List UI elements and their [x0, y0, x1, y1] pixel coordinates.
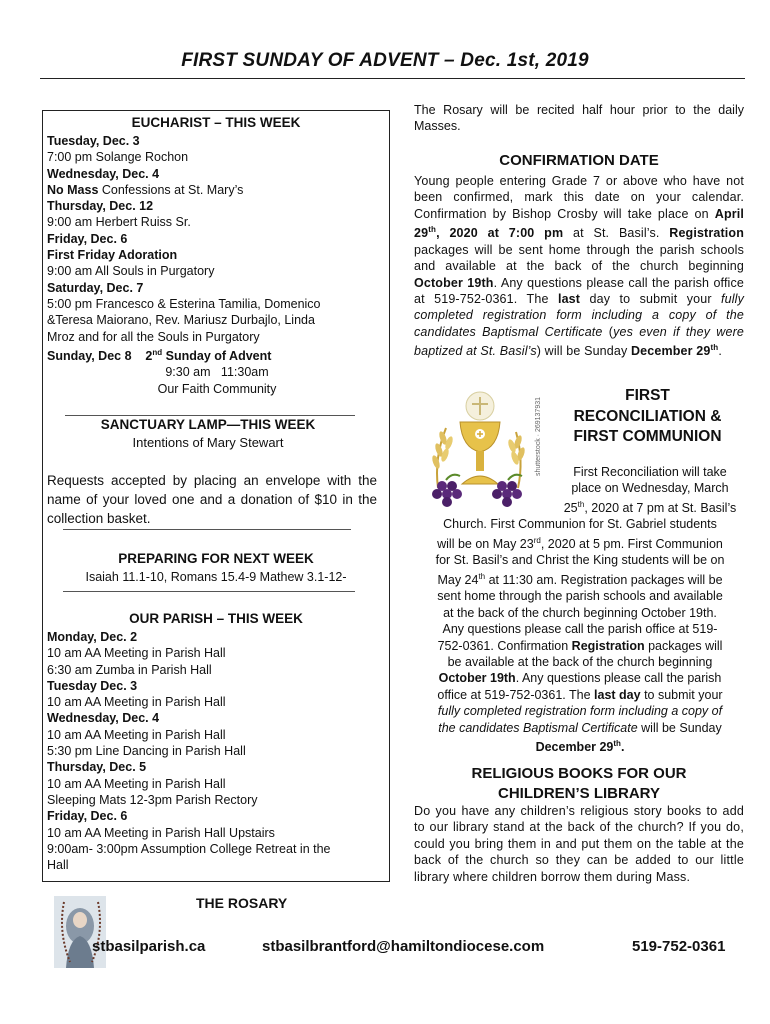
schedule-line: 7:00 pm Solange Rochon — [47, 150, 189, 165]
schedule-line: Saturday, Dec. 7 — [47, 280, 144, 295]
communion-body: First Reconciliation will take place on Wednesday, March 25th, 2020 at 7 pm at St. Basil’s Church. First Communion for St. Gabriel students will be on May 23rd, 2020 at 5 pm. First Communion for St. Basil’s and Christ the King students will be on May 24th at 11:30 am. Registration packages will be sent home through the parish schools and available at the back of the church beginning October 19th. Any questions please call the parish office at 519- 752-0361. Confirmation Registration packages will be available at the back of the church beginning October 19th. Any questions please call the parish office at 519-752-0361. The last day to submit your fully completed registration form including a copy of the candidates Baptismal Certificate will be Sunday December 29th. — [435, 465, 737, 755]
schedule-line: Thursday, Dec. 12 — [47, 199, 154, 214]
schedule-line: 9:00 am Herbert Ruiss Sr. — [47, 215, 191, 230]
sanctuary-heading: SANCTUARY LAMP—THIS WEEK — [100, 417, 316, 432]
schedule-line: Hall — [47, 858, 69, 873]
preparing-readings: Isaiah 11.1-10, Romans 15.4-9 Mathew 3.1-12- — [85, 570, 347, 584]
host-icon — [466, 392, 494, 420]
schedule-line: 10 am AA Meeting in Parish Hall — [47, 695, 226, 710]
sanctuary-intentions: Intentions of Mary Stewart — [132, 435, 284, 450]
page-title: FIRST SUNDAY OF ADVENT – Dec. 1st, 2019 — [181, 50, 589, 71]
title-rule — [40, 78, 745, 79]
divider — [63, 591, 355, 592]
schedule-line: 10 am AA Meeting in Parish Hall — [47, 646, 226, 661]
communion-heading — [550, 386, 745, 448]
schedule-line: 6:30 am Zumba in Parish Hall — [47, 662, 212, 677]
communion-heading-line: FIRST — [625, 387, 670, 404]
confirmation-heading: CONFIRMATION DATE — [499, 152, 659, 169]
schedule-line: Wednesday, Dec. 4 — [47, 166, 160, 181]
schedule-line: No Mass Confessions at St. Mary’s — [47, 182, 244, 197]
parish-heading: OUR PARISH – THIS WEEK — [129, 611, 303, 626]
footer-email[interactable]: stbasilbrantford@hamiltondiocese.com — [262, 938, 545, 955]
communion-heading-line: RECONCILIATION & — [573, 407, 722, 425]
schedule-line: First Friday Adoration — [47, 248, 178, 263]
books-heading-line: RELIGIOUS BOOKS FOR OUR — [471, 765, 687, 782]
schedule-line: Tuesday, Dec. 3 — [47, 134, 140, 148]
left-column-box — [42, 110, 390, 882]
rosary-label: THE ROSARY — [196, 895, 288, 911]
schedule-line: 10 am AA Meeting in Parish Hall Upstairs — [47, 825, 275, 840]
schedule-line: 9:30 am 11:30am — [165, 365, 269, 380]
eucharist-list — [47, 133, 387, 397]
schedule-line: &Teresa Maiorano, Rev. Mariusz Durbajlo, Linda — [47, 313, 315, 328]
schedule-line: Mroz and for all the Souls in Purgatory — [47, 329, 260, 344]
schedule-line: 5:30 pm Line Dancing in Parish Hall — [47, 744, 246, 759]
schedule-line: 10 am AA Meeting in Parish Hall — [47, 727, 226, 742]
parish-list — [47, 629, 387, 873]
preparing-heading: PREPARING FOR NEXT WEEK — [118, 551, 314, 566]
schedule-line: Tuesday Dec. 3 — [47, 678, 138, 693]
schedule-line: Our Faith Community — [157, 381, 277, 396]
rosary-madonna-icon — [54, 896, 106, 968]
books-heading — [414, 764, 744, 803]
schedule-line: Wednesday, Dec. 4 — [47, 711, 160, 726]
schedule-line: Sleeping Mats 12-3pm Parish Rectory — [47, 792, 258, 807]
confirmation-body: Young people entering Grade 7 or above who have not been confirmed, mark this date on your calendar. Confirmation by Bishop Crosby will take place on April 29th, 2020 at 7:00 pm at St. Basil’s. Registration packages will be sent home through the parish schools and available at the back of the church beginning October 19th. Any questions please call the parish office at 519-752-0361. The last day to submit your fully completed registration form including a copy of the candidates Baptismal Certificate (yes even if they were baptized at St. Basil’s) will be Sunday December 29th. — [414, 174, 745, 359]
footer-website[interactable]: stbasilparish.ca — [92, 938, 206, 955]
communion-heading-line: FIRST COMMUNION — [573, 428, 722, 445]
schedule-line: Friday, Dec. 6 — [47, 231, 128, 246]
schedule-line: Sunday, Dec 8 2nd Sunday of Advent — [47, 347, 272, 364]
sanctuary-requests: Requests accepted by placing an envelope with the name of your loved one and a donation of $10 in the collection basket. — [47, 473, 377, 526]
schedule-line: Thursday, Dec. 5 — [47, 760, 147, 775]
divider — [65, 415, 355, 416]
rosary-note: The Rosary will be recited half hour prior to the daily Masses. — [414, 103, 744, 134]
schedule-line: 10 am AA Meeting in Parish Hall — [47, 776, 226, 791]
schedule-line: 9:00 am All Souls in Purgatory — [47, 264, 215, 279]
schedule-line: Friday, Dec. 6 — [47, 809, 128, 824]
schedule-line: 9:00am- 3:00pm Assumption College Retreat in the — [47, 841, 331, 856]
books-heading-line: CHILDREN’S LIBRARY — [498, 784, 660, 802]
stock-watermark: shutterstock · 269137931 — [535, 397, 542, 476]
schedule-line: Monday, Dec. 2 — [47, 630, 138, 644]
eucharist-heading: EUCHARIST – THIS WEEK — [131, 115, 301, 130]
divider — [63, 529, 351, 530]
books-body: Do you have any children’s religious story books to add to our library stand at the back of the church? If you do, could you bring them in and put them on the table at the back of the church so they can be added to our little library where children borrow them during Mass. — [414, 804, 744, 884]
footer-phone: 519-752-0361 — [632, 938, 726, 955]
schedule-line: 5:00 pm Francesco & Esterina Tamilia, Domenico — [47, 296, 321, 311]
